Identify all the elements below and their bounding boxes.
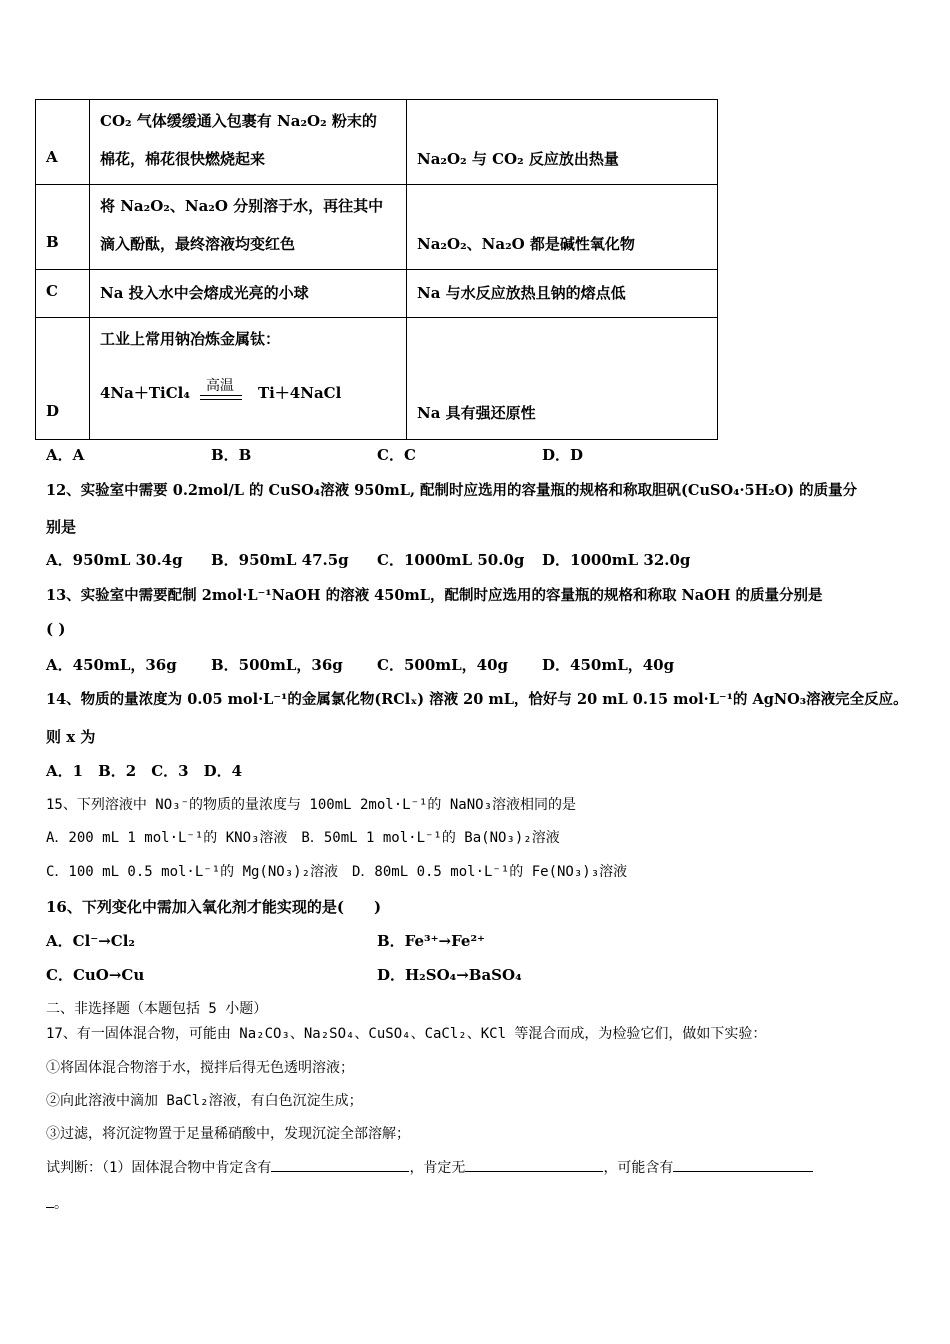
question-12-stem-cont: 别是 — [46, 518, 77, 536]
answer-blank-absent[interactable] — [465, 1157, 603, 1172]
row-statement: Na 投入水中会熔成光亮的小球 — [100, 284, 309, 302]
equation-right: Ti＋4NaCl — [257, 384, 342, 402]
option-d[interactable]: D．H₂SO₄→BaSO₄ — [377, 966, 522, 984]
judge-prompt-absent: ，肯定无 — [409, 1160, 466, 1176]
question-15-options-cd[interactable]: C．100 mL 0.5 mol·L⁻¹的 Mg(NO₃)₂溶液 D．80mL 0.5 mol·L⁻¹的 Fe(NO₃)₃溶液 — [46, 864, 628, 880]
equation-left: 4Na＋TiCl₄ — [100, 384, 190, 402]
chemical-equation — [100, 378, 342, 405]
row-statement: 将 Na₂O₂、Na₂O 分别溶于水，再往其中 — [100, 197, 384, 215]
row-label: C — [46, 282, 58, 300]
option-a[interactable]: A．A — [46, 446, 85, 464]
option-c[interactable]: C．500mL，40g — [377, 656, 509, 674]
option-b[interactable]: B．950mL 47.5g — [211, 551, 349, 569]
row-reason: Na 具有强还原性 — [417, 404, 536, 422]
experiment-step-2: ②向此溶液中滴加 BaCl₂溶液，有白色沉淀生成； — [46, 1093, 363, 1109]
row-label: A — [46, 148, 58, 166]
option-a[interactable]: A．Cl⁻→Cl₂ — [46, 932, 135, 950]
question-12-stem: 12、实验室中需要 0.2mol/L 的 CuSO₄溶液 950mL, 配制时应选用的容量瓶的规格和称取胆矾(CuSO₄·5H₂O) 的质量分 — [46, 482, 858, 499]
option-d[interactable]: D．450mL，40g — [542, 656, 675, 674]
reaction-condition — [200, 378, 248, 405]
question-14-stem: 14、物质的量浓度为 0.05 mol·L⁻¹的金属氯化物(RClₓ) 溶液 20 mL，恰好与 20 mL 0.15 mol·L⁻¹的 AgNO₃溶液完全反应。 — [46, 691, 908, 708]
row-statement: CO₂ 气体缓缓通入包裹有 Na₂O₂ 粉末的 — [100, 112, 377, 130]
option-a[interactable]: A．450mL，36g — [46, 656, 177, 674]
question-14-options[interactable]: A．1 B．2 C．3 D．4 — [46, 762, 243, 780]
option-c[interactable]: C．C — [377, 446, 416, 464]
row-statement: 滴入酚酞，最终溶液均变红色 — [100, 235, 296, 253]
row-statement: 棉花，棉花很快燃烧起来 — [100, 150, 266, 168]
option-d[interactable]: D．1000mL 32.0g — [542, 551, 691, 569]
option-c[interactable]: C．CuO→Cu — [46, 966, 145, 984]
row-statement: 工业上常用钠冶炼金属钛： — [100, 330, 281, 348]
judgement-line — [46, 1157, 813, 1177]
option-b[interactable]: B．500mL，36g — [211, 656, 343, 674]
option-c[interactable]: C．1000mL 50.0g — [377, 551, 525, 569]
question-14-stem-cont: 则 x 为 — [46, 728, 96, 746]
row-label: D — [46, 402, 60, 420]
table-row — [36, 318, 718, 440]
question-13-stem: 13、实验室中需要配制 2mol·L⁻¹NaOH 的溶液 450mL，配制时应选用的容量瓶的规格和称取 NaOH 的质量分别是 — [46, 587, 823, 604]
row-reason: Na 与水反应放热且钠的熔点低 — [417, 284, 626, 302]
section-heading: 二、非选择题（本题包括 5 小题） — [46, 1001, 268, 1017]
row-reason: Na₂O₂ 与 CO₂ 反应放出热量 — [417, 150, 619, 168]
row-reason: Na₂O₂、Na₂O 都是碱性氧化物 — [417, 235, 635, 253]
table-row — [36, 100, 718, 185]
question-15-stem: 15、下列溶液中 NO₃⁻的物质的量浓度与 100mL 2mol·L⁻¹的 NaNO₃溶液相同的是 — [46, 797, 577, 813]
judge-prompt-contains: 试判断：（1）固体混合物中肯定含有 — [46, 1160, 272, 1176]
question-16-stem: 16、下列变化中需加入氧化剂才能实现的是( ) — [46, 898, 382, 916]
condition-label: 高温 — [205, 378, 234, 394]
table-row — [36, 270, 718, 318]
option-b[interactable]: B．B — [211, 446, 252, 464]
option-a[interactable]: A．950mL 30.4g — [46, 551, 183, 569]
table-row — [36, 185, 718, 270]
answer-blank-continuation[interactable] — [46, 1193, 54, 1208]
option-b[interactable]: B．Fe³⁺→Fe²⁺ — [377, 932, 485, 950]
option-d[interactable]: D．D — [542, 446, 584, 464]
question-15-options-ab[interactable]: A．200 mL 1 mol·L⁻¹的 KNO₃溶液 B．50mL 1 mol·L⁻¹的 Ba(NO₃)₂溶液 — [46, 830, 560, 846]
experiment-step-3: ③过滤，将沉淀物置于足量稀硝酸中，发现沉淀全部溶解； — [46, 1126, 410, 1142]
judgement-line-end — [46, 1193, 68, 1213]
question-13-stem-cont: ( ) — [46, 620, 66, 638]
experiment-step-1: ①将固体混合物溶于水，搅拌后得无色透明溶液； — [46, 1060, 354, 1076]
row-label: B — [46, 233, 59, 251]
answer-blank-possible[interactable] — [673, 1157, 813, 1172]
options-table — [35, 99, 718, 440]
judge-prompt-possible: ，可能含有 — [603, 1160, 674, 1176]
answer-blank-contains[interactable] — [271, 1157, 409, 1172]
sentence-end: 。 — [54, 1196, 68, 1212]
question-17-stem: 17、有一固体混合物，可能由 Na₂CO₃、Na₂SO₄、CuSO₄、CaCl₂、KCl 等混合而成，为检验它们，做如下实验： — [46, 1026, 767, 1042]
